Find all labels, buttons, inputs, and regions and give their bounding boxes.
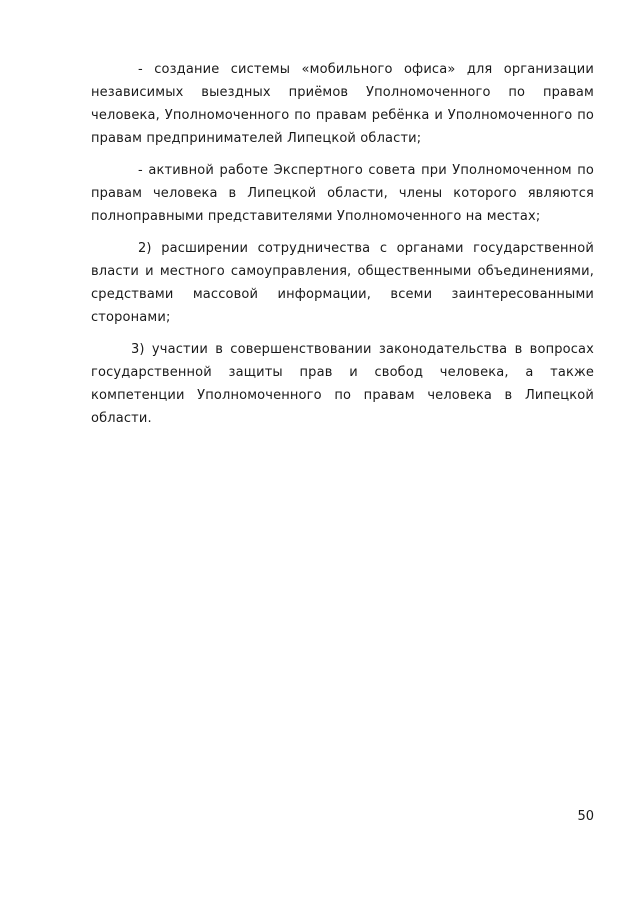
page-number: 50 xyxy=(577,809,594,824)
paragraph-mobile-office: - создание системы «мобильного офиса» для организации независимых выездных приёмов Уполномоченного по правам человека, Уполномоченного по правам ребёнка и Уполномоченного по правам предпринимателей Липецкой области; xyxy=(91,62,594,146)
document-body xyxy=(91,58,594,439)
paragraph-expert-council: - активной работе Экспертного совета при Уполномоченном по правам человека в Липецкой области, члены которого являются полноправными представителями Уполномоченного на местах; xyxy=(91,163,594,224)
paragraph-legislation: 3) участии в совершенствовании законодательства в вопросах государственной защиты прав и свобод человека, а также компетенции Уполномоченного по правам человека в Липецкой области. xyxy=(91,342,594,426)
paragraph-cooperation: 2) расширении сотрудничества с органами государственной власти и местного самоуправления, общественными объединениями, средствами массовой информации, всеми заинтересованными сторонами; xyxy=(91,241,594,325)
